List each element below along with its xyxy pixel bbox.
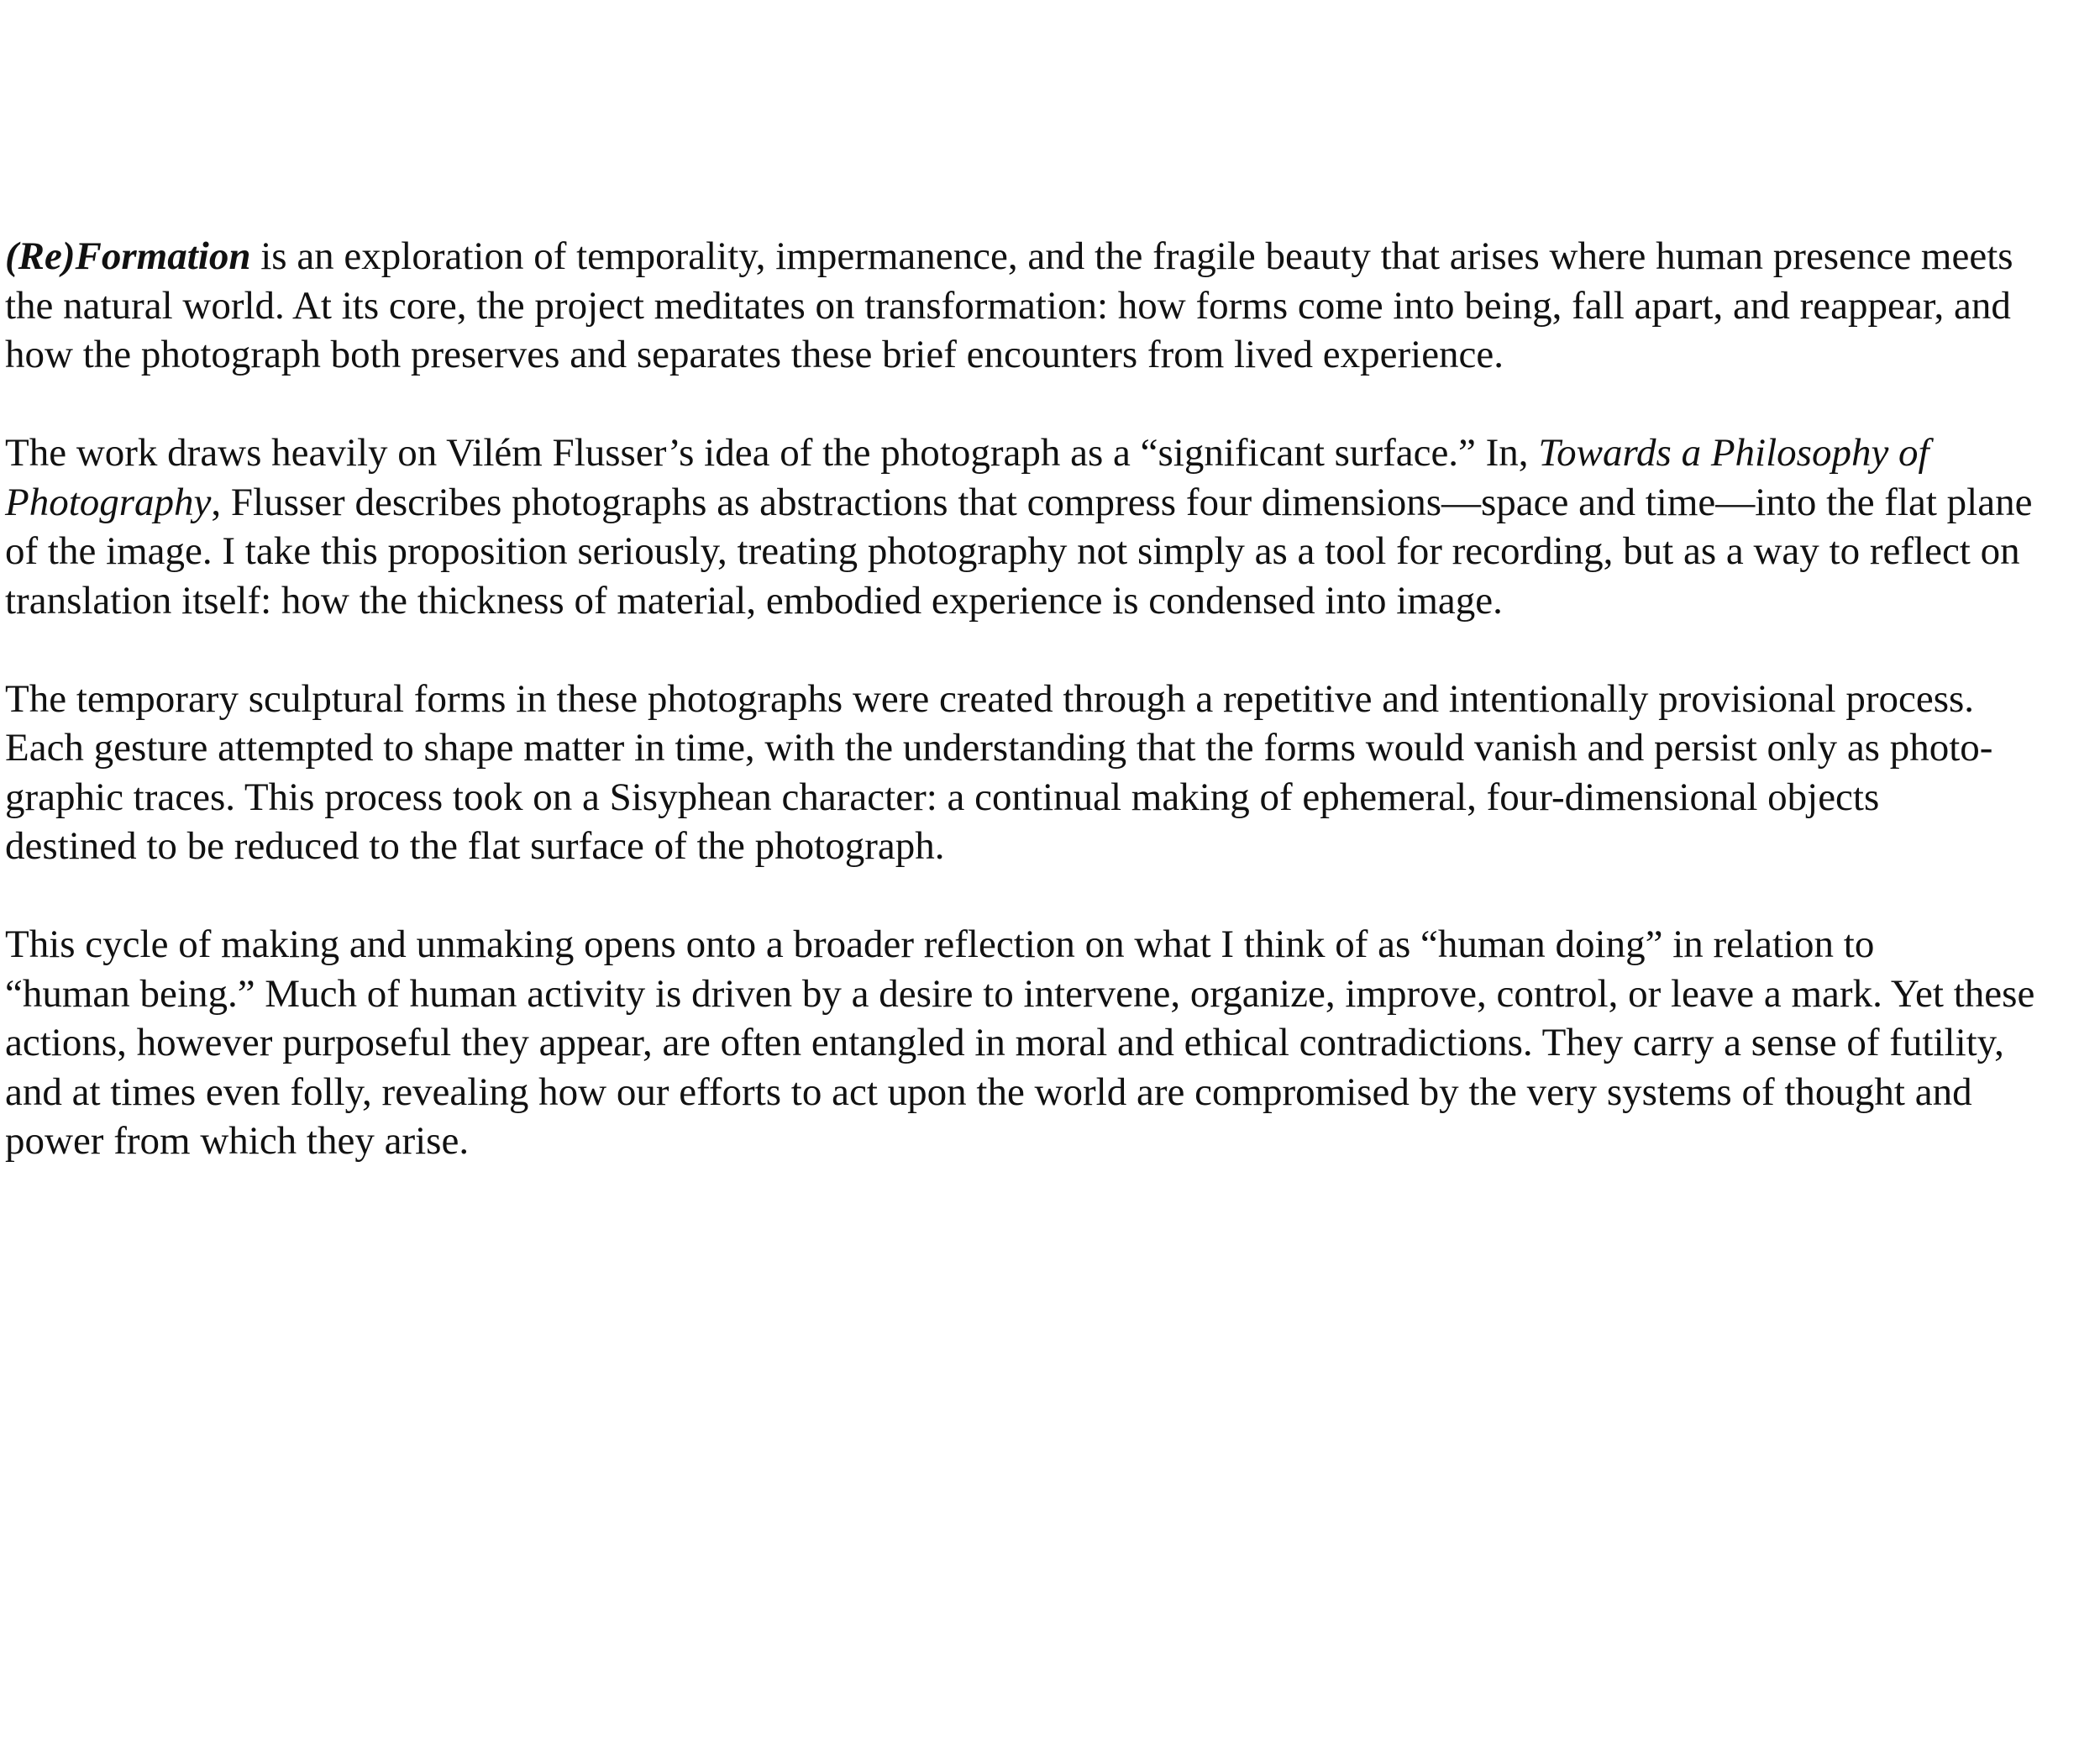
text-run: “human being.” Much of human activity is driven by a desire to intervene, organize, improve, control, or leave a mark. Yet these bbox=[5, 971, 2035, 1016]
text-line bbox=[5, 330, 2100, 380]
text-run: This cycle of making and unmaking opens onto a broader reflection on what I think of as “human doing” in relation to bbox=[5, 922, 1875, 966]
text-run: graphic traces. This process took on a Sisyphean character: a continual making of ephemeral, four-dimensional objects bbox=[5, 775, 1880, 819]
text-run: Each gesture attempted to shape matter in time, with the understanding that the forms would vanish and persist only as photo- bbox=[5, 726, 1993, 770]
paragraph-intro bbox=[5, 232, 2100, 380]
text-line bbox=[5, 920, 2100, 970]
text-line bbox=[5, 527, 2100, 576]
text-line bbox=[5, 232, 2100, 281]
paragraph-reflection bbox=[5, 920, 2100, 1166]
text-run: , Flusser describes photographs as abstractions that compress four dimensions—space and time—into the flat plane bbox=[211, 480, 2033, 524]
text-line bbox=[5, 723, 2100, 773]
text-run: translation itself: how the thickness of material, embodied experience is condensed into image. bbox=[5, 578, 1503, 623]
paragraph-flusser bbox=[5, 428, 2100, 625]
project-title: (Re)Formation bbox=[5, 234, 251, 278]
text-line bbox=[5, 281, 2100, 331]
text-run: destined to be reduced to the flat surface of the photograph. bbox=[5, 824, 945, 868]
text-line bbox=[5, 1018, 2100, 1068]
paragraph-process bbox=[5, 675, 2100, 871]
text-run: actions, however purposeful they appear, are often entangled in moral and ethical contradictions. They carry a sense of futility, bbox=[5, 1021, 2004, 1064]
text-run: the natural world. At its core, the project meditates on transformation: how forms come into being, fall apart, and reappear, and bbox=[5, 283, 2011, 328]
text-run: of the image. I take this proposition seriously, treating photography not simply as a tool for recording, but as a way to reflect on bbox=[5, 529, 2020, 573]
text-line bbox=[5, 970, 2100, 1019]
text-line bbox=[5, 773, 2100, 822]
text-run: power from which they arise. bbox=[5, 1119, 470, 1163]
text-run: how the photograph both preserves and separates these brief encounters from lived experience. bbox=[5, 333, 1504, 376]
text-line bbox=[5, 675, 2100, 724]
text-line bbox=[5, 1117, 2100, 1166]
text-line bbox=[5, 428, 2100, 478]
text-run: is an exploration of temporality, impermanence, and the fragile beauty that arises where human presence meets bbox=[250, 234, 2013, 278]
document-body bbox=[5, 232, 2100, 1166]
book-title: Photography bbox=[5, 480, 212, 524]
book-title: Towards a Philosophy of bbox=[1538, 431, 1929, 475]
text-line bbox=[5, 822, 2100, 871]
text-run: The temporary sculptural forms in these photographs were created through a repetitive and intentionally provisional process. bbox=[5, 676, 1975, 721]
text-line bbox=[5, 576, 2100, 626]
text-run: The work draws heavily on Vilém Flusser’s idea of the photograph as a “significant surface.” In, bbox=[5, 431, 1539, 475]
text-run: and at times even folly, revealing how our efforts to act upon the world are compromised by the very systems of thought and bbox=[5, 1069, 1972, 1114]
text-line bbox=[5, 1068, 2100, 1117]
text-line bbox=[5, 478, 2100, 528]
